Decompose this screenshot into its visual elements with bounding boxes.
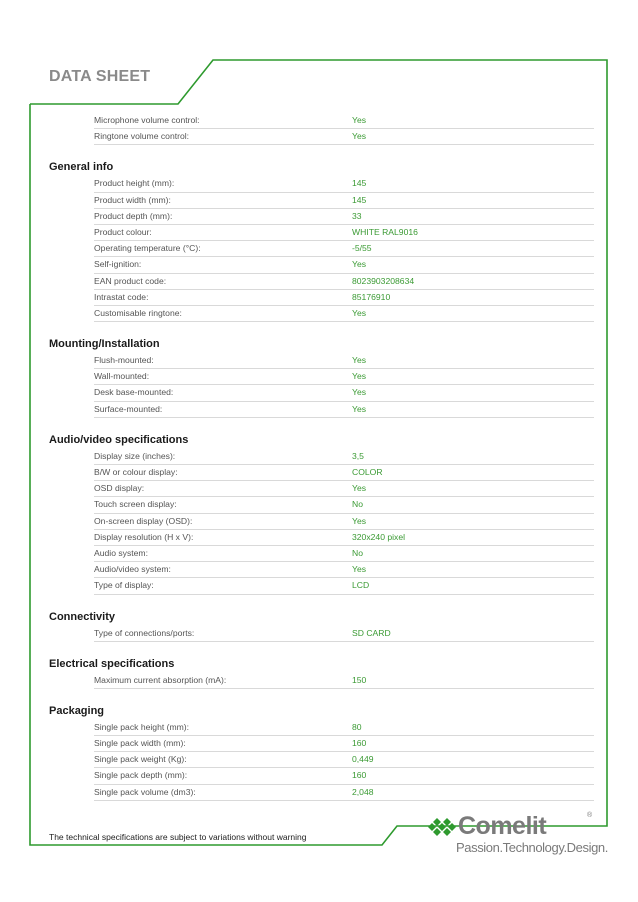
spec-label: Intrastat code:	[94, 291, 149, 302]
spec-label: Single pack weight (Kg):	[94, 754, 187, 765]
section-title: Mounting/Installation	[49, 338, 160, 351]
section-title: Electrical specifications	[49, 657, 175, 670]
spec-label: EAN product code:	[94, 275, 167, 286]
spec-row	[94, 752, 594, 768]
brand-tagline: Passion.Technology.Design.	[456, 840, 608, 855]
spec-value: Yes	[352, 483, 367, 494]
spec-row	[94, 369, 594, 385]
spec-value: No	[352, 499, 363, 510]
spec-label: Desk base-mounted:	[94, 387, 174, 398]
spec-row	[94, 176, 594, 192]
spec-row	[94, 785, 594, 801]
spec-value: Yes	[352, 515, 367, 526]
spec-section	[49, 338, 594, 418]
spec-label: Wall-mounted:	[94, 371, 150, 382]
spec-sections	[49, 161, 594, 800]
spec-content	[49, 113, 594, 801]
spec-row	[94, 673, 594, 689]
spec-value: 150	[352, 674, 367, 685]
spec-row	[94, 209, 594, 225]
spec-label: Single pack depth (mm):	[94, 770, 188, 781]
spec-row	[94, 225, 594, 241]
spec-row	[94, 113, 594, 129]
section-title: Connectivity	[49, 610, 116, 623]
page-title: DATA SHEET	[49, 68, 151, 85]
spec-row	[94, 449, 594, 465]
spec-value: 85176910	[352, 291, 391, 302]
spec-row	[94, 626, 594, 642]
spec-row	[94, 578, 594, 594]
spec-section	[49, 705, 594, 801]
spec-label: Microphone volume control:	[94, 115, 200, 125]
spec-row	[94, 193, 594, 209]
spec-value: LCD	[352, 580, 370, 591]
spec-value: 160	[352, 770, 367, 781]
spec-label: Audio/video system:	[94, 564, 171, 575]
spec-row	[94, 306, 594, 322]
spec-value: -5/55	[352, 243, 372, 254]
section-title: General info	[49, 161, 114, 174]
spec-value: 320x240 pixel	[352, 531, 406, 542]
spec-row	[94, 129, 594, 145]
spec-row	[94, 274, 594, 290]
intro-spec-list	[49, 113, 594, 145]
spec-label: Single pack width (mm):	[94, 738, 186, 749]
spec-label: Operating temperature (°C):	[94, 243, 201, 254]
spec-label: B/W or colour display:	[94, 467, 178, 477]
spec-value: Yes	[352, 387, 367, 398]
spec-label: Audio system:	[94, 547, 148, 558]
spec-value: 80	[352, 721, 362, 732]
spec-value: SD CARD	[352, 627, 391, 638]
footer-disclaimer: The technical specifications are subject to variations without warning	[49, 832, 307, 842]
spec-section	[49, 161, 594, 322]
spec-label: Single pack height (mm):	[94, 721, 190, 732]
spec-label: Product colour:	[94, 226, 152, 237]
spec-row	[94, 465, 594, 481]
spec-value: Yes	[352, 115, 367, 125]
spec-label: Maximum current absorption (mA):	[94, 674, 227, 685]
spec-row	[94, 257, 594, 273]
comelit-logo	[424, 812, 608, 860]
spec-value: Yes	[352, 564, 367, 575]
section-title: Packaging	[49, 704, 105, 717]
spec-label: Display resolution (H x V):	[94, 531, 194, 542]
spec-value: WHITE RAL9016	[352, 226, 418, 237]
spec-label: Product width (mm):	[94, 194, 171, 205]
spec-section	[49, 658, 594, 689]
comelit-diamond-icon	[424, 816, 456, 838]
spec-value: 2,048	[352, 786, 374, 797]
spec-label: Display size (inches):	[94, 450, 176, 461]
spec-value: 8023903208634	[352, 275, 415, 286]
spec-value: Yes	[352, 307, 367, 318]
spec-row	[94, 241, 594, 257]
spec-label: Type of display:	[94, 580, 154, 591]
spec-value: 33	[352, 210, 362, 221]
spec-label: Product depth (mm):	[94, 210, 173, 221]
spec-row	[94, 481, 594, 497]
spec-value: 145	[352, 194, 367, 205]
brand-name: Comelit	[458, 812, 547, 840]
spec-label: Product height (mm):	[94, 178, 175, 189]
spec-label: Single pack volume (dm3):	[94, 786, 196, 797]
spec-section	[49, 434, 594, 595]
spec-value: 0,449	[352, 754, 374, 765]
spec-row	[94, 736, 594, 752]
spec-label: OSD display:	[94, 483, 145, 494]
spec-value: 3,5	[352, 450, 364, 461]
spec-row	[94, 497, 594, 513]
spec-value: Yes	[352, 371, 367, 382]
spec-label: Flush-mounted:	[94, 355, 154, 366]
spec-value: Yes	[352, 355, 367, 366]
section-title: Audio/video specifications	[49, 433, 189, 446]
spec-label: On-screen display (OSD):	[94, 515, 193, 526]
registered-mark: ®	[587, 812, 593, 819]
spec-label: Ringtone volume control:	[94, 131, 190, 142]
spec-row	[94, 385, 594, 401]
spec-value: Yes	[352, 131, 367, 142]
spec-value: Yes	[352, 403, 367, 414]
spec-section	[49, 611, 594, 642]
spec-label: Surface-mounted:	[94, 403, 163, 414]
spec-row	[94, 530, 594, 546]
spec-row	[94, 562, 594, 578]
spec-row	[94, 514, 594, 530]
spec-value: Yes	[352, 259, 367, 270]
spec-label: Customisable ringtone:	[94, 307, 182, 318]
spec-row	[94, 290, 594, 306]
spec-row	[94, 402, 594, 418]
spec-row	[94, 768, 594, 784]
spec-value: COLOR	[352, 467, 383, 477]
spec-value: 160	[352, 738, 367, 749]
spec-label: Type of connections/ports:	[94, 627, 195, 638]
spec-value: 145	[352, 178, 367, 189]
spec-row	[94, 353, 594, 369]
spec-label: Touch screen display:	[94, 499, 177, 510]
spec-value: No	[352, 547, 363, 558]
spec-label: Self-ignition:	[94, 259, 142, 270]
spec-row	[94, 720, 594, 736]
spec-row	[94, 546, 594, 562]
